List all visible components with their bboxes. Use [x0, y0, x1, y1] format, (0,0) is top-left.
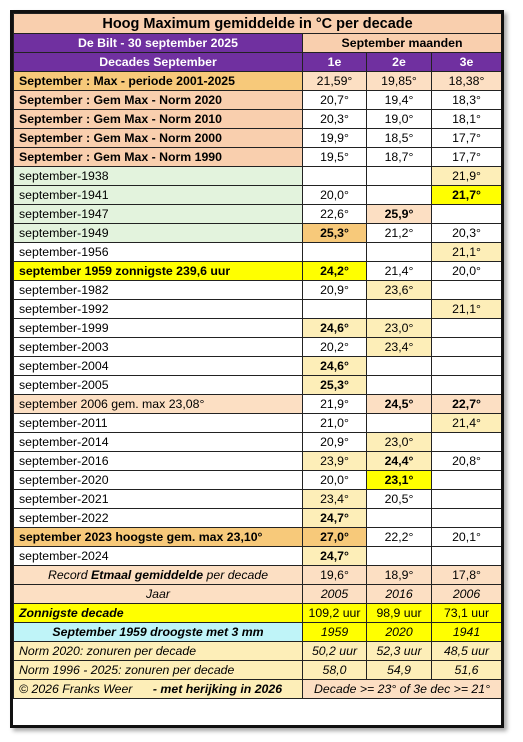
value-cell: 2005 — [303, 585, 367, 604]
record-row — [14, 566, 502, 585]
row-label: september-2004 — [14, 357, 303, 376]
table-row — [14, 357, 502, 376]
value-cell: 109,2 uur — [303, 604, 367, 623]
row-label: september-1992 — [14, 300, 303, 319]
value-cell — [367, 547, 432, 566]
value-cell: 21,2° — [367, 224, 432, 243]
row-label: september-2024 — [14, 547, 303, 566]
row-label: september 1959 zonnigste 239,6 uur — [14, 262, 303, 281]
months-header: September maanden — [303, 34, 502, 53]
value-cell: 23,1° — [367, 471, 432, 490]
value-cell — [432, 376, 502, 395]
summary-row — [14, 72, 502, 91]
row-label: september-2021 — [14, 490, 303, 509]
value-cell: 24,6° — [303, 357, 367, 376]
value-cell — [432, 357, 502, 376]
value-cell: 2020 — [367, 623, 432, 642]
decade-table — [13, 13, 502, 699]
row-label: september-1941 — [14, 186, 303, 205]
table-row — [14, 452, 502, 471]
value-cell: 2016 — [367, 585, 432, 604]
row-label: september-1949 — [14, 224, 303, 243]
sunny-row — [14, 604, 502, 623]
value-cell: 24,7° — [303, 547, 367, 566]
value-cell: 20,9° — [303, 281, 367, 300]
summary-row — [14, 148, 502, 167]
value-cell: 73,1 uur — [432, 604, 502, 623]
value-cell: 21,1° — [432, 300, 502, 319]
value-cell: 20,2° — [303, 338, 367, 357]
value-cell: 20,1° — [432, 528, 502, 547]
record-label-bold: Etmaal gemiddelde — [91, 568, 204, 582]
row-label: september-1947 — [14, 205, 303, 224]
value-cell: 20,3° — [303, 110, 367, 129]
value-cell: 22,6° — [303, 205, 367, 224]
value-cell — [432, 319, 502, 338]
value-cell: 23,9° — [303, 452, 367, 471]
value-cell — [432, 205, 502, 224]
value-cell: 23,6° — [367, 281, 432, 300]
year-label: Jaar — [14, 585, 303, 604]
row-label: september 2006 gem. max 23,08° — [14, 395, 303, 414]
value-cell — [367, 243, 432, 262]
value-cell — [367, 167, 432, 186]
value-cell: 23,0° — [367, 319, 432, 338]
value-cell — [303, 243, 367, 262]
table-row — [14, 338, 502, 357]
value-cell: 20,0° — [303, 186, 367, 205]
value-cell: 48,5 uur — [432, 642, 502, 661]
summary-row — [14, 91, 502, 110]
value-cell: 24,2° — [303, 262, 367, 281]
value-cell: 17,7° — [432, 148, 502, 167]
value-cell — [432, 338, 502, 357]
value-cell — [367, 414, 432, 433]
value-cell: 51,6 — [432, 661, 502, 680]
table-row — [14, 547, 502, 566]
value-cell — [432, 490, 502, 509]
value-cell: 20,9° — [303, 433, 367, 452]
row-label: September : Gem Max - Norm 2000 — [14, 129, 303, 148]
table-row — [14, 319, 502, 338]
copyright: © 2026 Franks Weer — [19, 682, 133, 696]
value-cell: 21,0° — [303, 414, 367, 433]
table-row — [14, 395, 502, 414]
dry-row — [14, 623, 502, 642]
value-cell: 24,7° — [303, 509, 367, 528]
value-cell: 20,5° — [367, 490, 432, 509]
row-label: september-1956 — [14, 243, 303, 262]
value-cell: 20,0° — [432, 262, 502, 281]
value-cell — [432, 433, 502, 452]
value-cell: 17,7° — [432, 129, 502, 148]
value-cell: 19,85° — [367, 72, 432, 91]
row-label: september-2014 — [14, 433, 303, 452]
table-row — [14, 471, 502, 490]
table-row — [14, 414, 502, 433]
value-cell — [432, 509, 502, 528]
summary-row — [14, 110, 502, 129]
row-label: september-2011 — [14, 414, 303, 433]
row-label: september-2020 — [14, 471, 303, 490]
value-cell — [432, 471, 502, 490]
value-cell: 21,4° — [432, 414, 502, 433]
value-cell: 25,9° — [367, 205, 432, 224]
row-label: September : Max - periode 2001-2025 — [14, 72, 303, 91]
value-cell — [367, 186, 432, 205]
footer-credit — [14, 680, 303, 699]
table-row — [14, 300, 502, 319]
value-cell: 19,0° — [367, 110, 432, 129]
row-label: september-1982 — [14, 281, 303, 300]
row-label: september-2005 — [14, 376, 303, 395]
value-cell: 19,4° — [367, 91, 432, 110]
value-cell: 22,2° — [367, 528, 432, 547]
col-header-1e: 1e — [303, 53, 367, 72]
col-header-3e: 3e — [432, 53, 502, 72]
value-cell — [432, 281, 502, 300]
table-row — [14, 376, 502, 395]
table-row — [14, 281, 502, 300]
value-cell — [367, 509, 432, 528]
row-label: september-2022 — [14, 509, 303, 528]
value-cell: 25,3° — [303, 224, 367, 243]
row-label: September : Gem Max - Norm 2020 — [14, 91, 303, 110]
value-cell: 21,9° — [432, 167, 502, 186]
footer-row — [14, 680, 502, 699]
row-label: september 2023 hoogste gem. max 23,10° — [14, 528, 303, 547]
value-cell: 17,8° — [432, 566, 502, 585]
row-label: september-1938 — [14, 167, 303, 186]
table-row — [14, 243, 502, 262]
norm-label: Norm 1996 - 2025: zonuren per decade — [14, 661, 303, 680]
table-row — [14, 528, 502, 547]
value-cell: 21,4° — [367, 262, 432, 281]
value-cell: 19,6° — [303, 566, 367, 585]
value-cell: 58,0 — [303, 661, 367, 680]
value-cell: 20,3° — [432, 224, 502, 243]
value-cell: 18,38° — [432, 72, 502, 91]
value-cell: 24,5° — [367, 395, 432, 414]
year-row — [14, 585, 502, 604]
value-cell: 20,7° — [303, 91, 367, 110]
value-cell: 23,0° — [367, 433, 432, 452]
value-cell — [367, 300, 432, 319]
table-title: Hoog Maximum gemiddelde in °C per decade — [14, 14, 502, 34]
value-cell: 2006 — [432, 585, 502, 604]
value-cell: 18,5° — [367, 129, 432, 148]
norm-row — [14, 642, 502, 661]
value-cell — [367, 376, 432, 395]
value-cell: 25,3° — [303, 376, 367, 395]
table-row — [14, 224, 502, 243]
value-cell: 52,3 uur — [367, 642, 432, 661]
value-cell: 23,4° — [303, 490, 367, 509]
value-cell: 20,8° — [432, 452, 502, 471]
record-label-pre: Record — [47, 568, 92, 582]
value-cell: 23,4° — [367, 338, 432, 357]
decades-label: Decades September — [14, 53, 303, 72]
value-cell: 18,3° — [432, 91, 502, 110]
value-cell: 18,9° — [367, 566, 432, 585]
value-cell: 1941 — [432, 623, 502, 642]
footer-legend: Decade >= 23° of 3e dec >= 21° — [303, 680, 502, 699]
footer-note: - met herijking in 2026 — [152, 682, 283, 696]
row-label: september-1999 — [14, 319, 303, 338]
record-label-post: per decade — [203, 568, 269, 582]
table-frame — [10, 10, 504, 728]
value-cell: 21,7° — [432, 186, 502, 205]
table-row — [14, 205, 502, 224]
value-cell: 21,59° — [303, 72, 367, 91]
value-cell — [303, 300, 367, 319]
value-cell: 54,9 — [367, 661, 432, 680]
dry-label: September 1959 droogste met 3 mm — [14, 623, 303, 642]
table-row — [14, 186, 502, 205]
station-date: De Bilt - 30 september 2025 — [14, 34, 303, 53]
value-cell: 19,9° — [303, 129, 367, 148]
value-cell: 18,1° — [432, 110, 502, 129]
row-label: September : Gem Max - Norm 2010 — [14, 110, 303, 129]
value-cell: 24,6° — [303, 319, 367, 338]
record-label — [14, 566, 303, 585]
summary-row — [14, 129, 502, 148]
value-cell — [303, 167, 367, 186]
row-label: september-2016 — [14, 452, 303, 471]
value-cell: 22,7° — [432, 395, 502, 414]
value-cell: 1959 — [303, 623, 367, 642]
col-header-2e: 2e — [367, 53, 432, 72]
value-cell — [432, 547, 502, 566]
value-cell: 20,0° — [303, 471, 367, 490]
table-row — [14, 509, 502, 528]
table-row — [14, 433, 502, 452]
value-cell: 24,4° — [367, 452, 432, 471]
value-cell: 21,1° — [432, 243, 502, 262]
norm-row — [14, 661, 502, 680]
value-cell: 27,0° — [303, 528, 367, 547]
value-cell: 50,2 uur — [303, 642, 367, 661]
value-cell: 18,7° — [367, 148, 432, 167]
table-row — [14, 167, 502, 186]
sunny-label: Zonnigste decade — [14, 604, 303, 623]
value-cell: 98,9 uur — [367, 604, 432, 623]
row-label: september-2003 — [14, 338, 303, 357]
table-row — [14, 262, 502, 281]
value-cell: 21,9° — [303, 395, 367, 414]
table-row — [14, 490, 502, 509]
norm-label: Norm 2020: zonuren per decade — [14, 642, 303, 661]
value-cell: 19,5° — [303, 148, 367, 167]
value-cell — [367, 357, 432, 376]
row-label: September : Gem Max - Norm 1990 — [14, 148, 303, 167]
